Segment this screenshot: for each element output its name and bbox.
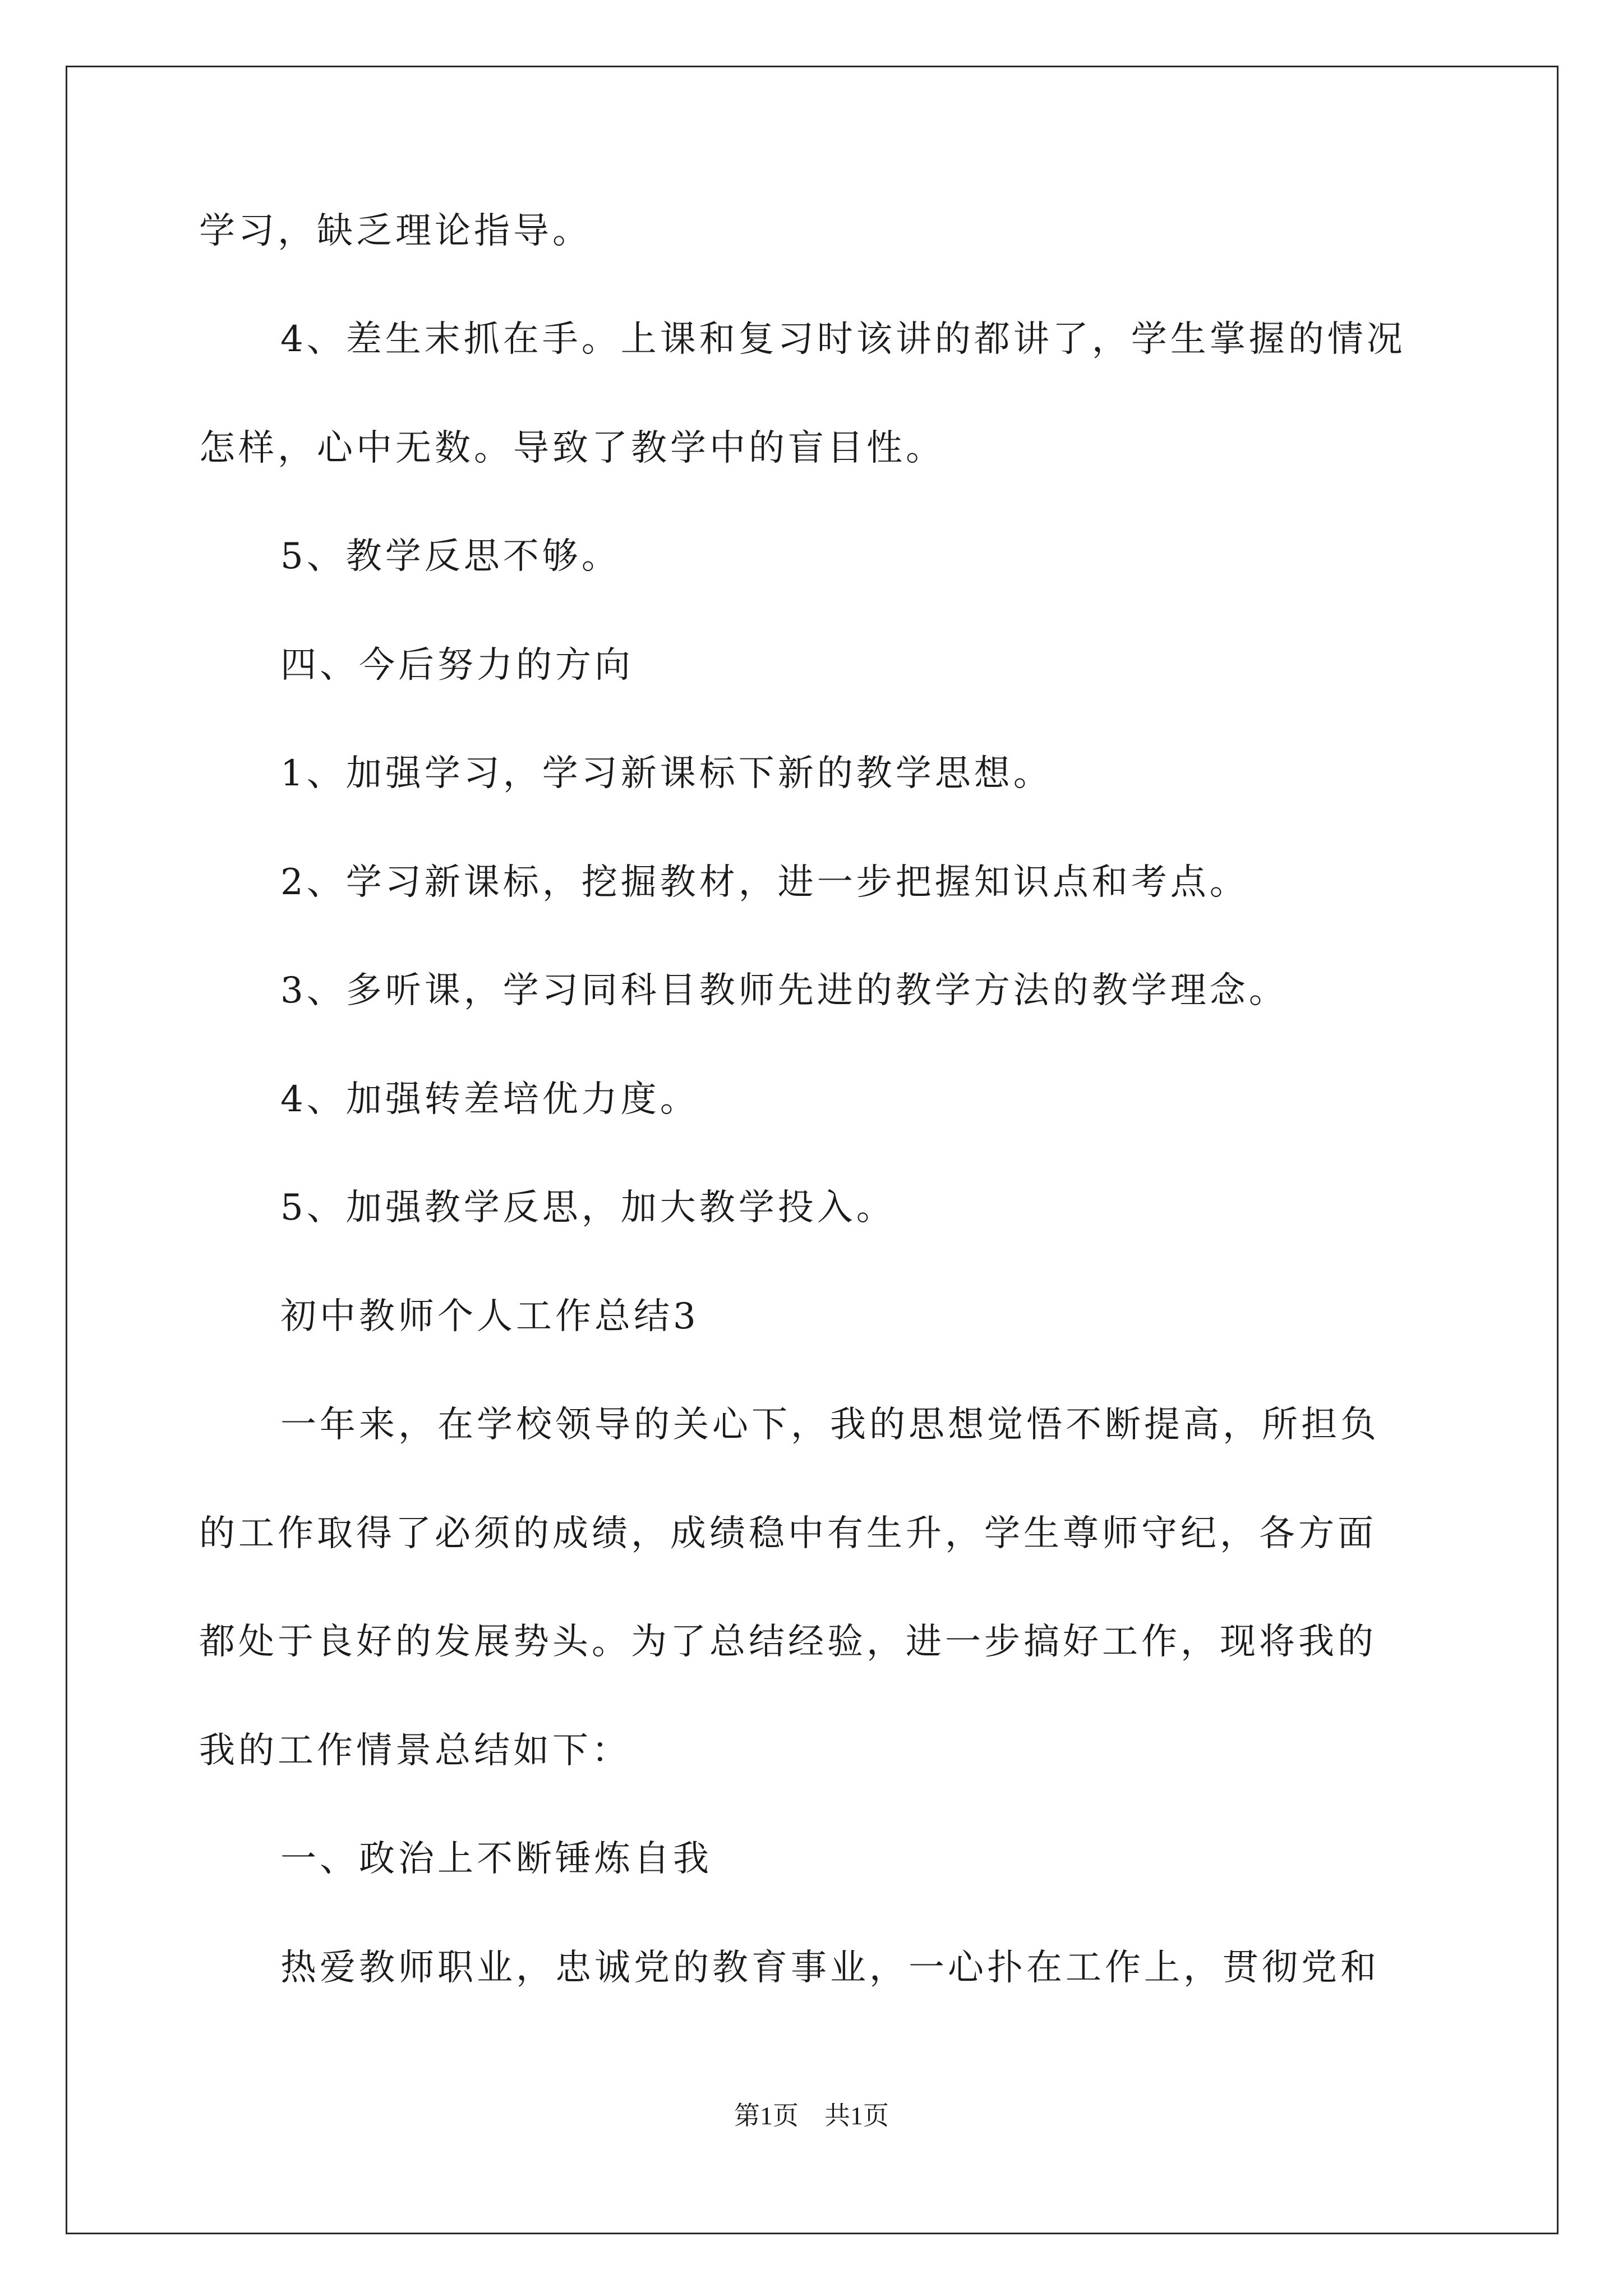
- section-heading: 一、政治上不断锤炼自我: [280, 1838, 712, 1880]
- text-line: 4、加强转差培优力度。: [280, 1079, 699, 1120]
- text-line: 5、加强教学反思，加大教学投入。: [280, 1187, 896, 1228]
- section-heading: 初中教师个人工作总结3: [280, 1296, 699, 1337]
- text-line: 的工作取得了必须的成绩，成绩稳中有生升，学生尊师守纪，各方面: [199, 1513, 1377, 1554]
- text-line: 一年来，在学校领导的关心下，我的思想觉悟不断提高，所担负: [280, 1404, 1380, 1446]
- text-line: 2、学习新课标，挖掘教材，进一步把握知识点和考点。: [280, 862, 1249, 903]
- text-line: 1、加强学习，学习新课标下新的教学思想。: [280, 753, 1053, 794]
- text-line: 怎样，心中无数。导致了教学中的盲目性。: [199, 427, 945, 469]
- text-line: 5、教学反思不够。: [280, 536, 621, 577]
- text-line: 学习，缺乏理论指导。: [199, 210, 592, 252]
- page-number-footer: 第1页 共1页: [734, 2101, 889, 2130]
- page-border: [66, 66, 1559, 2234]
- text-line: 热爱教师职业，忠诚党的教育事业，一心扑在工作上，贯彻党和: [280, 1947, 1380, 1989]
- section-heading: 四、今后努力的方向: [280, 645, 634, 686]
- text-line: 3、多听课，学习同科目教师先进的教学方法的教学理念。: [280, 970, 1288, 1011]
- text-line: 都处于良好的发展势头。为了总结经验，进一步搞好工作，现将我的: [199, 1621, 1377, 1663]
- text-line: 我的工作情景总结如下：: [199, 1730, 631, 1772]
- text-line: 4、差生末抓在手。上课和复习时该讲的都讲了，学生掌握的情况: [280, 319, 1406, 360]
